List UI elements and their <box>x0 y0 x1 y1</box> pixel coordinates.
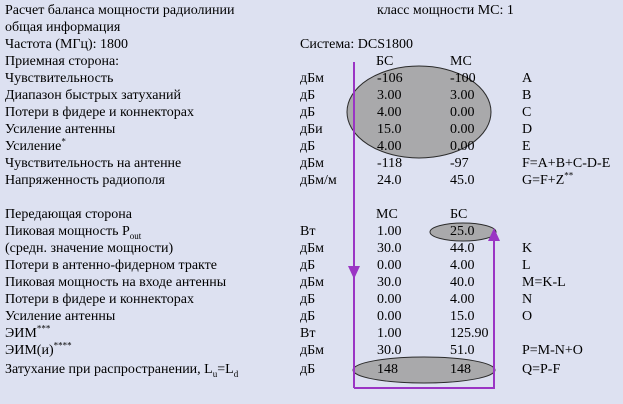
row-unit: дБм <box>300 241 325 256</box>
row-value-ms: 0.00 <box>450 139 475 154</box>
row-code: A <box>522 71 533 86</box>
footnote-mark: **** <box>53 340 72 351</box>
row-value-ms: 0.00 <box>377 292 402 307</box>
row-label: ЭИМ(и)**** <box>5 340 72 358</box>
row-value-ms: 1.00 <box>377 326 402 341</box>
row-label: Диапазон быстрых затуханий <box>5 88 181 103</box>
ms-power-class: класс мощности МС: 1 <box>377 3 514 18</box>
row-code: P=M-N+O <box>522 343 583 358</box>
row-label: Чувствительность <box>5 71 114 86</box>
row-label: Пиковая мощность $P_{out}$ <box>5 224 142 241</box>
row-value-bs: 4.00 <box>450 258 475 273</box>
row-label: (средн. значение мощности) <box>5 241 174 256</box>
row-label: Усиление антенны <box>5 122 116 137</box>
row-unit: дБ <box>300 258 316 273</box>
row-value-bs: 51.0 <box>450 343 475 358</box>
row-code: E <box>522 139 531 154</box>
row-value-ms: 3.00 <box>450 88 475 103</box>
row-label: Пиковая мощность на входе антенны <box>5 275 227 290</box>
row-unit: дБм <box>300 275 325 290</box>
row-value-bs: 24.0 <box>377 173 402 188</box>
row-code: M=K-L <box>522 275 566 290</box>
row-label: Напряженность радиополя <box>5 173 165 188</box>
row-unit: дБм/м <box>300 173 337 188</box>
row-label: Затухание при распространении, $L_u=L_d$ <box>5 362 239 379</box>
row-unit: дБм <box>300 343 325 358</box>
subscript: d <box>233 368 239 379</box>
row-value-bs: -106 <box>377 71 403 86</box>
row-unit: дБ <box>300 362 316 377</box>
row-value-ms: 0.00 <box>450 105 475 120</box>
footnote-mark: *** <box>36 323 51 334</box>
row-unit: дБи <box>300 122 323 137</box>
row-unit: Вт <box>300 224 316 239</box>
row-value-bs: 4.00 <box>377 105 402 120</box>
row-unit: дБм <box>300 71 325 86</box>
row-value-ms: 30.0 <box>377 241 402 256</box>
transmit-col-bs: БС <box>450 207 468 222</box>
row-value-bs: 40.0 <box>450 275 475 290</box>
row-value-bs: 4.00 <box>450 292 475 307</box>
row-unit: дБ <box>300 292 316 307</box>
row-code: K <box>522 241 533 256</box>
row-label: ЭИМ*** <box>5 323 51 341</box>
row-value-ms: 0.00 <box>377 258 402 273</box>
row-value-ms: -100 <box>450 71 476 86</box>
page-title: Расчет баланса мощности радиолинии <box>5 3 235 18</box>
row-value-ms: -97 <box>450 156 469 171</box>
row-code: O <box>522 309 533 324</box>
row-label: Усиление антенны <box>5 309 116 324</box>
receive-col-ms: МС <box>450 54 472 69</box>
row-value-bs: 4.00 <box>377 139 402 154</box>
receive-section-title: Приемная сторона: <box>5 54 120 69</box>
row-value-ms: 45.0 <box>450 173 475 188</box>
transmit-col-ms: МС <box>376 207 398 222</box>
row-value-bs: 148 <box>450 362 471 377</box>
general-info-heading: общая информация <box>5 20 121 35</box>
subscript: out <box>129 230 142 241</box>
row-value-bs: 44.0 <box>450 241 475 256</box>
row-label: Потери в фидере и коннекторах <box>5 292 195 307</box>
row-label: Потери в антенно-фидерном тракте <box>5 258 217 273</box>
row-label: Потери в фидере и коннекторах <box>5 105 195 120</box>
frequency-label: Частота (МГц): 1800 <box>5 37 129 52</box>
row-code: F=A+B+C-D-E <box>522 156 611 171</box>
row-value-bs: 15.0 <box>377 122 402 137</box>
row-value-ms: 148 <box>377 362 398 377</box>
up-arrow-head <box>488 228 500 241</box>
row-value-bs: 15.0 <box>450 309 475 324</box>
row-value-ms: 30.0 <box>377 275 402 290</box>
row-unit: дБм <box>300 156 325 171</box>
row-unit: дБ <box>300 139 316 154</box>
footnote-mark: * <box>61 136 66 147</box>
row-value-ms: 1.00 <box>377 224 402 239</box>
row-code: D <box>522 122 533 137</box>
row-code: N <box>522 292 533 307</box>
row-code: B <box>522 88 532 103</box>
transmit-section-title: Передающая сторона <box>5 207 132 222</box>
row-unit: дБ <box>300 105 316 120</box>
row-value-ms: 0.00 <box>450 122 475 137</box>
row-code: Q=P-F <box>522 362 561 377</box>
row-code: C <box>522 105 532 120</box>
row-value-bs: 25.0 <box>450 224 475 239</box>
row-unit: дБ <box>300 88 316 103</box>
receive-col-bs: БС <box>376 54 394 69</box>
row-value-bs: 3.00 <box>377 88 402 103</box>
row-code: L <box>522 258 531 273</box>
row-unit: Вт <box>300 326 316 341</box>
row-value-bs: -118 <box>377 156 403 171</box>
row-value-bs: 125.90 <box>450 326 489 341</box>
row-value-ms: 30.0 <box>377 343 402 358</box>
row-value-ms: 0.00 <box>377 309 402 324</box>
subscript: u <box>212 368 218 379</box>
up-arrow-line <box>354 240 494 388</box>
footnote-mark: ** <box>564 170 574 181</box>
row-unit: дБ <box>300 309 316 324</box>
row-label: Чувствительность на антенне <box>5 156 182 171</box>
row-label: Усиление* <box>5 136 66 154</box>
row-code: G=F+Z** <box>522 170 574 188</box>
system-label: Система: DCS1800 <box>300 37 413 52</box>
down-arrow-head <box>348 266 360 279</box>
